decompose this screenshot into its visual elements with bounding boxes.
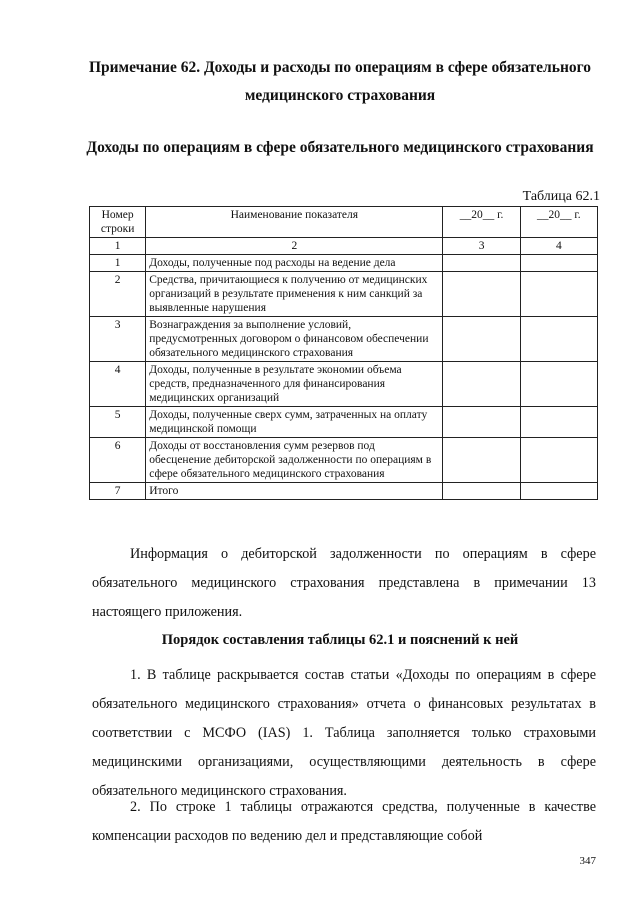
header-row-number: Номер строки — [90, 207, 146, 238]
row-number: 5 — [90, 407, 146, 438]
row-name: Средства, причитающиеся к получению от медицинских организаций в результате применения к ним санкций за выявленные нарушения — [146, 272, 443, 317]
row-value-cell — [520, 255, 597, 272]
row-value-cell — [443, 483, 520, 500]
table-row — [90, 272, 598, 317]
column-number: 1 — [90, 238, 146, 255]
note-title: Примечание 62. Доходы и расходы по операциям в сфере обязательного медицинского страхования — [88, 59, 592, 104]
row-name: Доходы от восстановления сумм резервов под обесценение дебиторской задолженности по операциям в сфере обязательного медицинского страхования — [146, 438, 443, 483]
income-table — [89, 206, 598, 500]
header-year-2: __20__ г. — [520, 207, 597, 238]
paragraph-text: 2. По строке 1 таблицы отражаются средства, полученные в качестве компенсации расходов по ведению дел и представляющие собой — [92, 799, 596, 844]
row-value-cell — [443, 362, 520, 407]
paragraph-text: Информация о дебиторской задолженности по операциям в сфере обязательного медицинского страхования представлена в примечании 13 настоящего приложения. — [92, 546, 596, 620]
paragraph-text: 1. В таблице раскрывается состав статьи «Доходы по операциям в сфере обязательного медицинского страхования» отчета о финансовых результатах в соответствии с МСФО (IAS) 1. Таблица заполняется только страховыми медицинскими организациями, осуществляющими деятельность в сфере обязательного медицинского страхования. — [92, 667, 596, 799]
row-number: 6 — [90, 438, 146, 483]
table-row — [90, 317, 598, 362]
table-row — [90, 438, 598, 483]
row-name: Доходы, полученные под расходы на ведение дела — [146, 255, 443, 272]
table-row — [90, 255, 598, 272]
paragraph-item-2 — [92, 793, 596, 851]
table-heading: Доходы по операциям в сфере обязательного медицинского страхования — [86, 139, 594, 156]
column-number: 3 — [443, 238, 520, 255]
header-indicator-name: Наименование показателя — [146, 207, 443, 238]
section-title: Порядок составления таблицы 62.1 и пояснений к ней — [161, 632, 519, 648]
paragraph-receivables-info — [92, 540, 596, 627]
row-value-cell — [520, 407, 597, 438]
page-number: 347 — [579, 855, 596, 867]
row-name: Доходы, полученные в результате экономии объема средств, предназначенного для финансирования медицинских организаций — [146, 362, 443, 407]
row-value-cell — [520, 362, 597, 407]
row-value-cell — [520, 483, 597, 500]
row-number: 3 — [90, 317, 146, 362]
row-number: 7 — [90, 483, 146, 500]
row-value-cell — [443, 255, 520, 272]
column-number: 4 — [520, 238, 597, 255]
row-number: 4 — [90, 362, 146, 407]
row-name: Итого — [146, 483, 443, 500]
row-value-cell — [520, 272, 597, 317]
row-name: Вознаграждения за выполнение условий, предусмотренных договором о финансовом обеспечении обязательного медицинского страхования — [146, 317, 443, 362]
row-value-cell — [443, 272, 520, 317]
row-value-cell — [520, 317, 597, 362]
table-column-numbers-row — [90, 238, 598, 255]
table-row — [90, 362, 598, 407]
table-header-row — [90, 207, 598, 238]
row-name: Доходы, полученные сверх сумм, затраченных на оплату медицинской помощи — [146, 407, 443, 438]
header-year-1: __20__ г. — [443, 207, 520, 238]
row-value-cell — [520, 438, 597, 483]
row-value-cell — [443, 438, 520, 483]
row-number: 2 — [90, 272, 146, 317]
table-label: Таблица 62.1 — [522, 189, 600, 204]
column-number: 2 — [146, 238, 443, 255]
row-value-cell — [443, 407, 520, 438]
row-value-cell — [443, 317, 520, 362]
row-number: 1 — [90, 255, 146, 272]
table-row — [90, 407, 598, 438]
paragraph-item-1 — [92, 661, 596, 806]
table-row-total — [90, 483, 598, 500]
